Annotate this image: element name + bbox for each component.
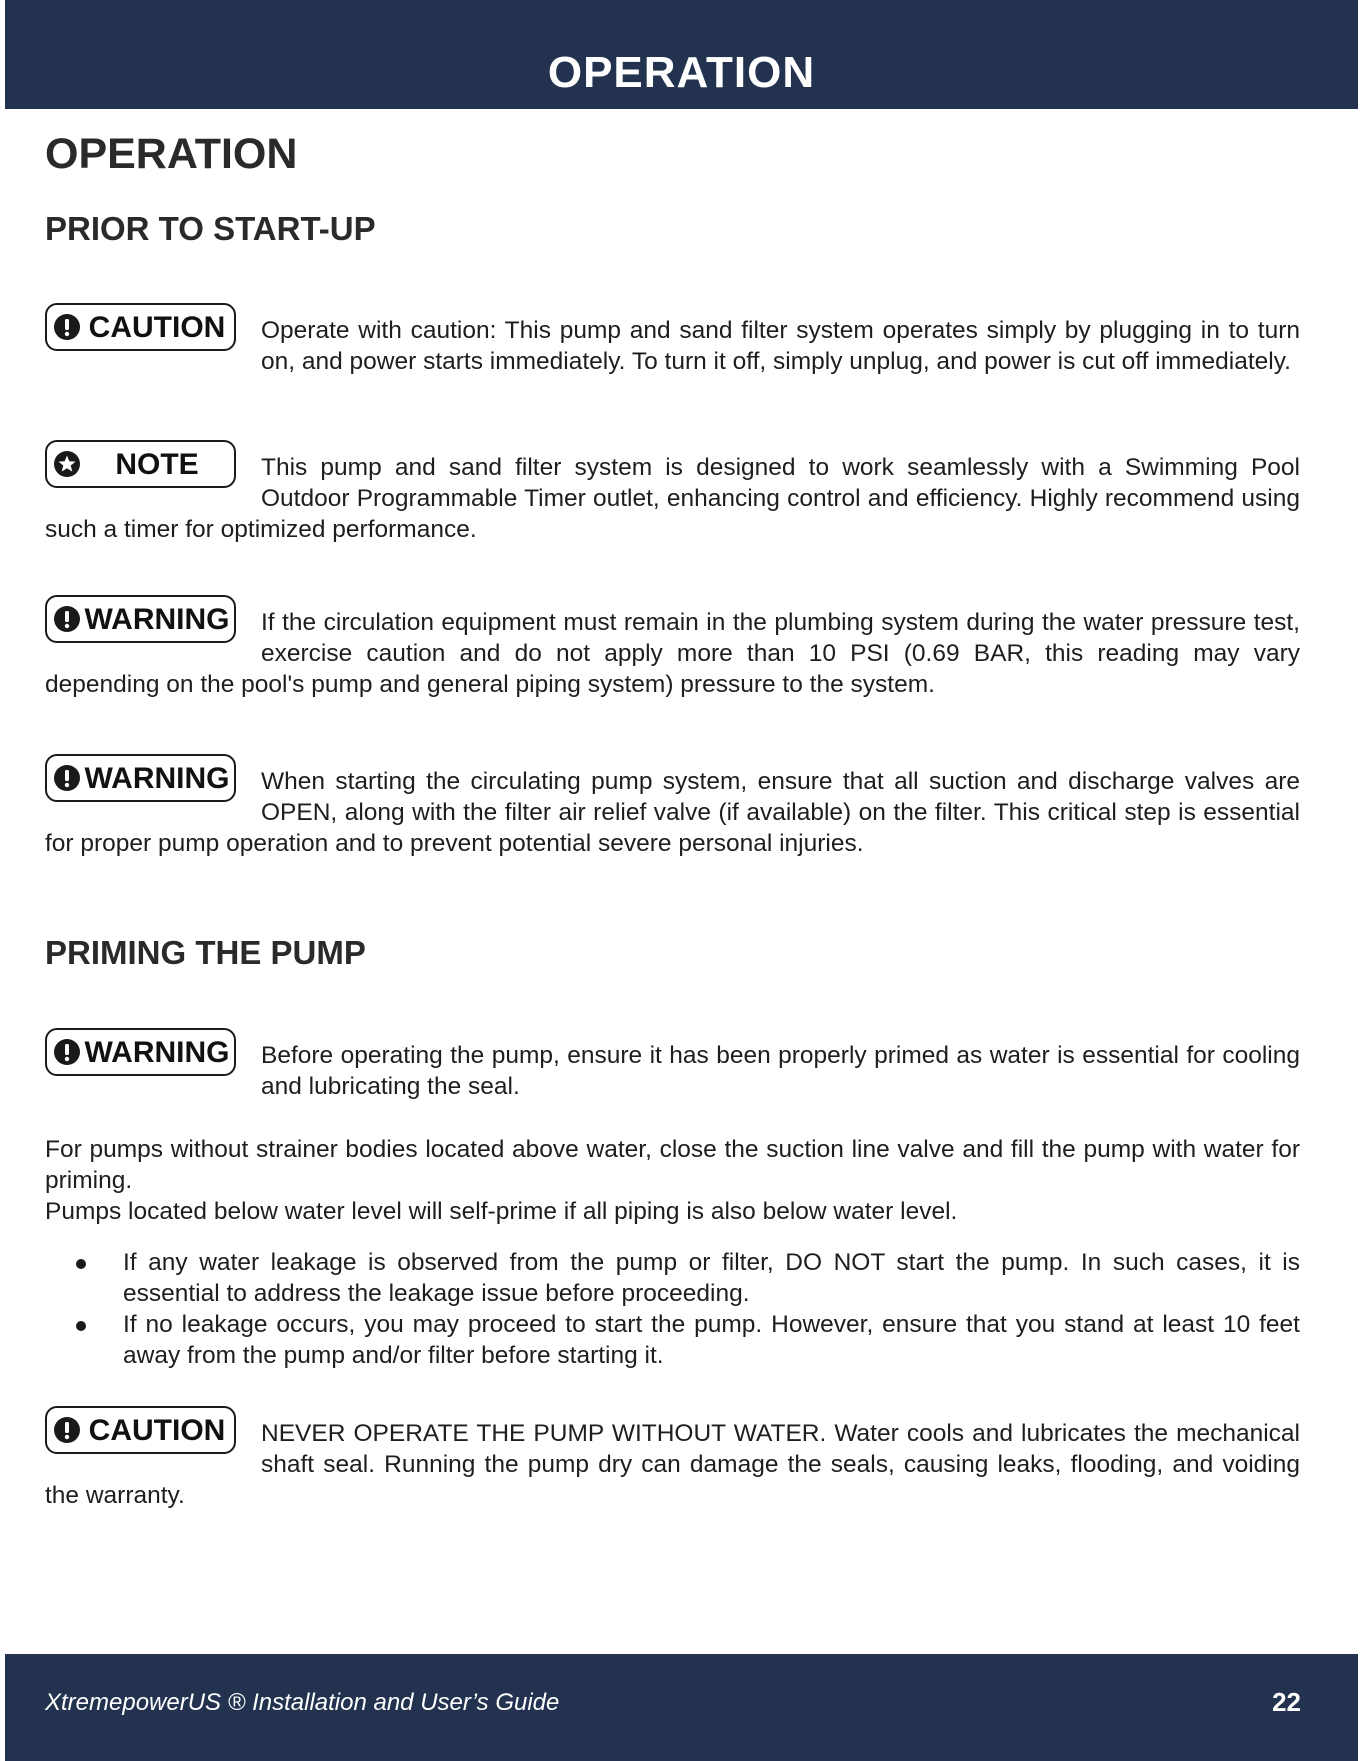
badge-label: WARNING bbox=[84, 603, 230, 636]
section-heading-prior: PRIOR TO START-UP bbox=[45, 210, 376, 247]
list-item bbox=[45, 1309, 1300, 1371]
bullet-list bbox=[45, 1247, 1300, 1371]
caution-badge bbox=[45, 303, 236, 351]
note-badge bbox=[45, 440, 236, 488]
badge-label: CAUTION bbox=[88, 311, 226, 344]
page-title: OPERATION bbox=[45, 130, 298, 178]
exclamation-icon bbox=[54, 1039, 80, 1065]
notice-text: Operate with caution: This pump and sand filter system operates simply by plugging in to turn on, and power starts immediately. To turn it off, simply unplug, and power is cut off immediately. bbox=[261, 317, 1300, 375]
header-title: OPERATION bbox=[547, 48, 816, 97]
header-band bbox=[5, 0, 1358, 109]
star-icon bbox=[54, 451, 80, 477]
warning-badge bbox=[45, 595, 236, 643]
badge-label: CAUTION bbox=[88, 1414, 226, 1447]
warning-notice bbox=[45, 603, 1300, 700]
notice-text: This pump and sand filter system is designed to work seamlessly with a Swimming Pool Outdoor Programmable Timer outlet, enhancing control and efficiency. Highly recommend using such a timer for optimized performance. bbox=[45, 454, 1300, 543]
section-heading-priming: PRIMING THE PUMP bbox=[45, 934, 366, 971]
list-item-text: If any water leakage is observed from the pump or filter, DO NOT start the pump. In such cases, it is essential to address the leakage issue before proceeding. bbox=[123, 1249, 1300, 1307]
priming-paragraph: For pumps without strainer bodies located above water, close the suction line valve and fill the pump with water for priming. bbox=[45, 1136, 1300, 1194]
note-notice bbox=[45, 448, 1300, 545]
notice-text: NEVER OPERATE THE PUMP WITHOUT WATER. Water cools and lubricates the mechanical shaft seal. Running the pump dry can damage the seals, causing leaks, flooding, and voiding the warranty. bbox=[45, 1420, 1300, 1509]
caution-badge bbox=[45, 1406, 236, 1454]
warning-badge bbox=[45, 1028, 236, 1076]
exclamation-icon bbox=[54, 606, 80, 632]
list-item-text: If no leakage occurs, you may proceed to start the pump. However, ensure that you stand at least 10 feet away from the pump and/or filter before starting it. bbox=[123, 1311, 1300, 1369]
page-number: 22 bbox=[1272, 1687, 1301, 1717]
warning-notice bbox=[45, 1036, 1300, 1102]
exclamation-icon bbox=[54, 1417, 80, 1443]
priming-paragraph: Pumps located below water level will self-prime if all piping is also below water level. bbox=[45, 1198, 958, 1225]
list-item bbox=[45, 1247, 1300, 1309]
badge-label: NOTE bbox=[115, 448, 199, 481]
bullet-icon bbox=[76, 1259, 86, 1269]
exclamation-icon bbox=[54, 765, 80, 791]
caution-notice bbox=[45, 311, 1300, 377]
caution-notice bbox=[45, 1414, 1300, 1511]
badge-label: WARNING bbox=[84, 1036, 230, 1069]
exclamation-icon bbox=[54, 314, 80, 340]
warning-badge bbox=[45, 754, 236, 802]
notice-text: If the circulation equipment must remain in the plumbing system during the water pressure test, exercise caution and do not apply more than 10 PSI (0.69 BAR, this reading may vary depending on the pool's pump and general piping system) pressure to the system. bbox=[45, 609, 1300, 698]
bullet-icon bbox=[76, 1321, 86, 1331]
footer-text: XtremepowerUS ® Installation and User’s Guide bbox=[45, 1689, 560, 1716]
badge-label: WARNING bbox=[84, 762, 230, 795]
notice-text: Before operating the pump, ensure it has been properly primed as water is essential for cooling and lubricating the seal. bbox=[261, 1042, 1300, 1100]
warning-notice bbox=[45, 762, 1300, 859]
notice-text: When starting the circulating pump system, ensure that all suction and discharge valves are OPEN, along with the filter air relief valve (if available) on the filter. This critical step is essential for proper pump operation and to prevent potential severe personal injuries. bbox=[45, 768, 1300, 857]
footer-band bbox=[5, 1654, 1358, 1761]
